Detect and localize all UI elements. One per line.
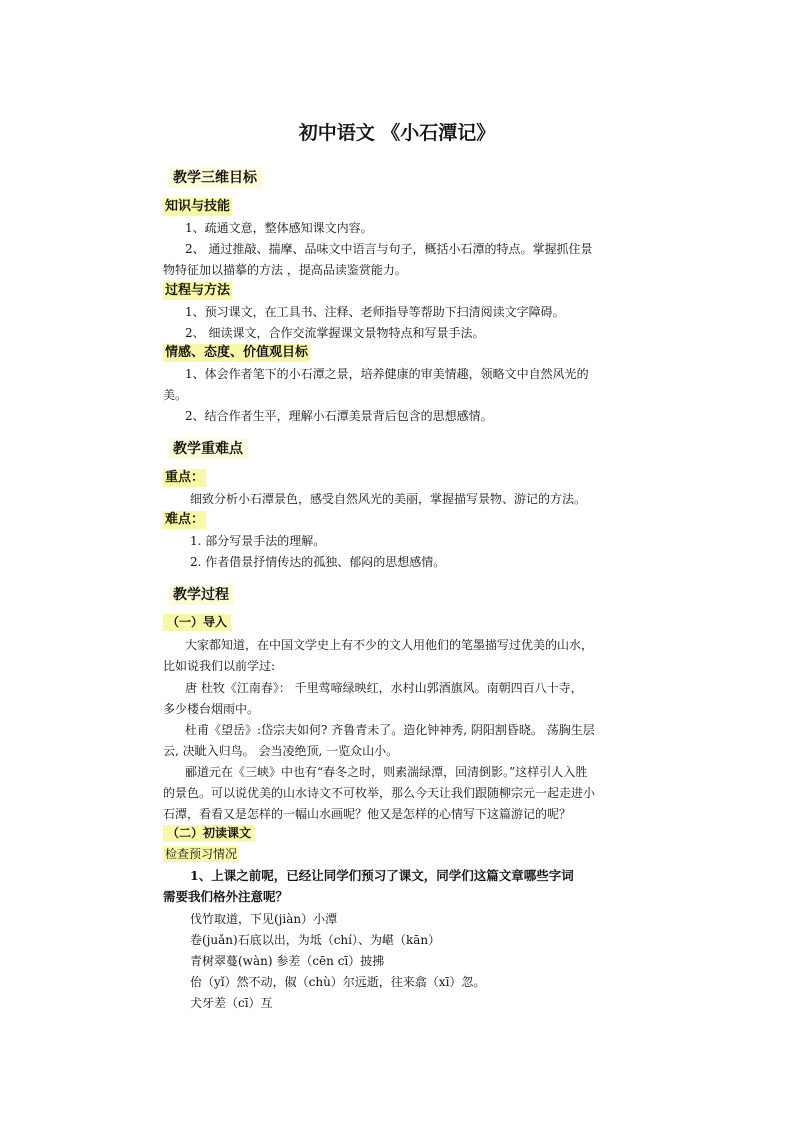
heading-difficulty: 难点： <box>165 512 205 527</box>
question-1a: 1、上课之前呢，已经让同学们预习了课文，同学们这篇文章哪些字词 <box>190 868 574 883</box>
question-1b: 需要我们格外注意呢？ <box>163 889 289 904</box>
section-heading-key-points: 教学重难点 <box>169 439 248 459</box>
knowledge-line-2b: 物特征加以描摹的方法 ，提高品读鉴赏能力。 <box>163 263 407 277</box>
method-line-2: 2、 细读课文，合作交流掌握课文景物特点和写景手法。 <box>185 326 485 340</box>
heading-first-reading: （二）初读课文 <box>163 825 255 842</box>
difficulty-line-2: 2. 作者借景抒情传达的孤独、郁闷的思想感情。 <box>190 555 446 569</box>
vocab-line-4: 佁（yǐ）然不动，俶（chù）尔远逝，往来翕（xī）忽。 <box>190 975 486 989</box>
vocab-line-3: 青树翠蔓(wàn) 参差（cēn cī）披拂 <box>190 954 385 968</box>
intro-para-4c: 石潭，看看又是怎样的一幅山水画呢？他又是怎样的心情写下这篇游记的呢？ <box>163 807 572 821</box>
page-title: 初中语文 《小石潭记》 <box>298 122 496 144</box>
intro-para-3a: 杜甫《望岳》:岱宗夫如何? 齐鲁青未了。造化钟神秀, 阴阳割昏晓。 荡胸生层 <box>185 723 595 737</box>
heading-focus: 重点： <box>165 470 205 485</box>
heading-preview-check: 检查预习情况 <box>165 847 238 861</box>
method-line-1: 1、预习课文，在工具书、注释、老师指导等帮助下扫清阅读文字障碍。 <box>185 305 565 319</box>
intro-para-1a: 大家都知道，在中国文学史上有不少的文人用他们的笔墨描写过优美的山水， <box>185 638 594 652</box>
intro-para-4b: 的景色。可以说优美的山水诗文不可枚举，那么今天让我们跟随柳宗元一起走进小 <box>163 786 596 800</box>
focus-text: 细致分析小石潭景色，感受自然风光的美丽，掌握描写景物、游记的方法。 <box>190 492 587 506</box>
knowledge-line-2a: 2、 通过推敲、揣摩、品味文中语言与句子，概括小石潭的特点。掌握抓住景 <box>185 242 593 256</box>
heading-process-method: 过程与方法 <box>165 283 231 298</box>
vocab-line-5: 犬牙差（cī）互 <box>190 996 273 1010</box>
intro-para-2b: 多少楼台烟雨中。 <box>163 702 260 716</box>
difficulty-line-1: 1. 部分写景手法的理解。 <box>190 534 326 548</box>
intro-para-1b: 比如说我们以前学过: <box>163 659 276 673</box>
section-heading-goals: 教学三维目标 <box>169 168 262 188</box>
heading-knowledge-skills: 知识与技能 <box>165 199 231 214</box>
emotion-line-2: 2、结合作者生平，理解小石潭美景背后包含的思想感情。 <box>185 409 493 423</box>
intro-para-3b: 云, 决眦入归鸟。 会当凌绝顶, 一览众山小。 <box>163 744 399 758</box>
section-heading-process: 教学过程 <box>169 585 234 605</box>
heading-introduction: （一）导入 <box>163 614 231 631</box>
knowledge-line-1: 1、疏通文意，整体感知课文内容。 <box>185 221 373 235</box>
emotion-line-1a: 1、体会作者笔下的小石潭之景，培养健康的审美情趣，领略文中自然风光的 <box>185 367 589 381</box>
intro-para-2a: 唐 杜牧《江南春》： 千里莺啼绿映红，水村山郭酒旗风。南朝四百八十寺， <box>185 681 583 695</box>
vocab-line-2: 卷(juǎn)石底以出，为坻（chí）、为嵁（kān） <box>190 933 441 947</box>
heading-emotion-values: 情感、态度、价值观目标 <box>165 345 309 360</box>
vocab-line-1: 伐竹取道，下见(jiàn）小潭 <box>190 912 338 926</box>
emotion-line-1b: 美。 <box>163 388 188 402</box>
intro-para-4a: 郦道元在《三峡》中也有“春冬之时，则素湍绿潭，回清倒影。”这样引人入胜 <box>185 765 588 779</box>
